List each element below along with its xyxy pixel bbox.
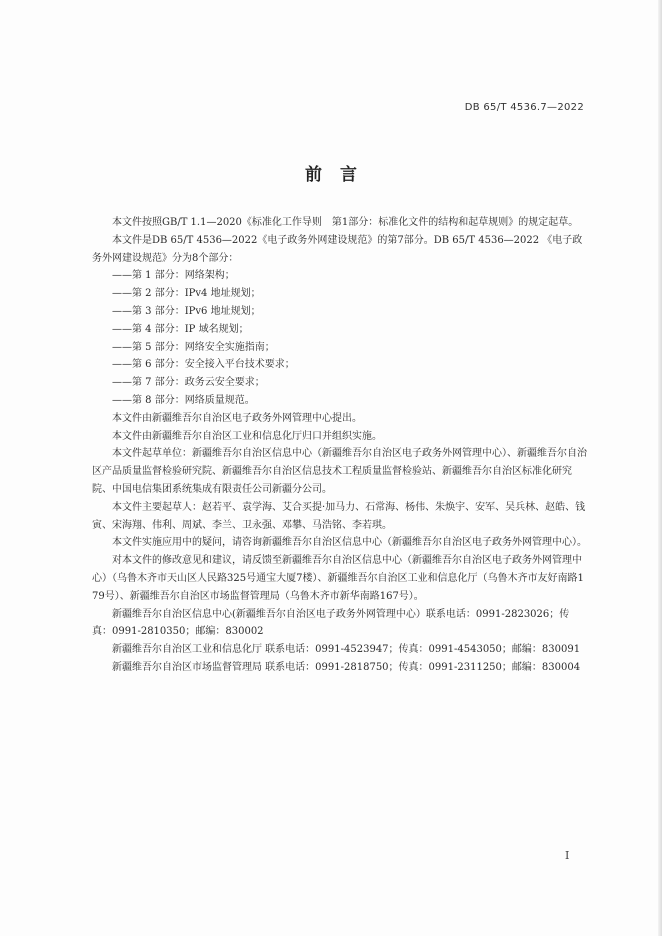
- list-item-part-8: ——第 8 部分：网络质量规范。: [112, 394, 255, 406]
- contact-info-center: 新疆维吾尔自治区信息中心(新疆维吾尔自治区电子政务外网管理中心）联系电话：0991-2823026；传真：0991-2810350；邮编：830002: [92, 608, 570, 638]
- list-item-part-6: ——第 6 部分：安全接入平台技术要求；: [112, 359, 295, 371]
- contact-industry-it-dept: 新疆维吾尔自治区工业和信息化厅 联系电话：0991-4523947；传真：0991-4543050；邮编：830091: [112, 644, 581, 656]
- list-item-part-3: ——第 3 部分：IPv6 地址规划；: [112, 305, 261, 317]
- page-edge-shadow: [658, 0, 662, 936]
- paragraph-proposed-by: 本文件由新疆维吾尔自治区电子政务外网管理中心提出。: [112, 412, 362, 424]
- page-title: 前言: [305, 165, 375, 185]
- paragraph-organized-by: 本文件由新疆维吾尔自治区工业和信息化厅归口并组织实施。: [112, 430, 382, 442]
- paragraph-drafting-rules: 本文件按照GB/T 1.1—2020《标准化工作导则 第1部分：标准化文件的结构和起草规则》的规定起草。: [112, 217, 579, 228]
- list-item-part-4: ——第 4 部分：IP 域名规划；: [112, 323, 249, 335]
- list-item-part-1: ——第 1 部分：网络架构；: [112, 270, 235, 282]
- paragraph-feedback: 对本文件的修改意见和建议，请反馈至新疆维吾尔自治区信息中心（新疆维吾尔自治区电子政务外网管理中心）（乌鲁木齐市天山区人民路325号通宝大厦7楼）、新疆维吾尔自治区工业和信息化厅（乌鲁木齐市友好南路179号）、新疆维吾尔自治区市场监督管理局（乌鲁木齐市新华南路167号）。: [92, 555, 584, 602]
- list-item-part-2: ——第 2 部分：IPv4 地址规划；: [112, 288, 261, 300]
- list-item-part-5: ——第 5 部分：网络安全实施指南；: [112, 341, 275, 353]
- list-item-part-7: ——第 7 部分：政务云安全要求；: [112, 377, 265, 389]
- contact-market-supervision: 新疆维吾尔自治区市场监督管理局 联系电话：0991-2818750；传真：0991-2311250；邮编：830004: [112, 661, 581, 673]
- paragraph-drafters: 本文件主要起草人：赵若平、袁学海、艾合买提·加马力、石常海、杨伟、朱焕宇、安军、吴兵林、赵皓、钱寅、宋海翔、伟利、周斌、李兰、卫永强、邓攀、马浩铭、李若琪。: [92, 501, 586, 531]
- page-number: I: [565, 849, 570, 862]
- paragraph-queries: 本文件实施应用中的疑问，请咨询新疆维吾尔自治区信息中心（新疆维吾尔自治区电子政务外网管理中心）。: [112, 537, 587, 549]
- document-code: DB 65/T 4536.7—2022: [464, 102, 584, 113]
- foreword-body: [92, 214, 588, 677]
- paragraph-part-info: 本文件是DB 65/T 4536—2022《电子政务外网建设规范》的第7部分。DB 65/T 4536—2022 《电子政务外网建设规范》分为8个部分：: [92, 234, 583, 264]
- paragraph-drafting-units: 本文件起草单位：新疆维吾尔自治区信息中心（新疆维吾尔自治区电子政务外网管理中心）、新疆维吾尔自治区产品质量监督检验研究院、新疆维吾尔自治区信息技术工程质量监督检验站、新疆维吾尔自治区标准化研究院、中国电信集团系统集成有限责任公司新疆分公司。: [92, 448, 587, 495]
